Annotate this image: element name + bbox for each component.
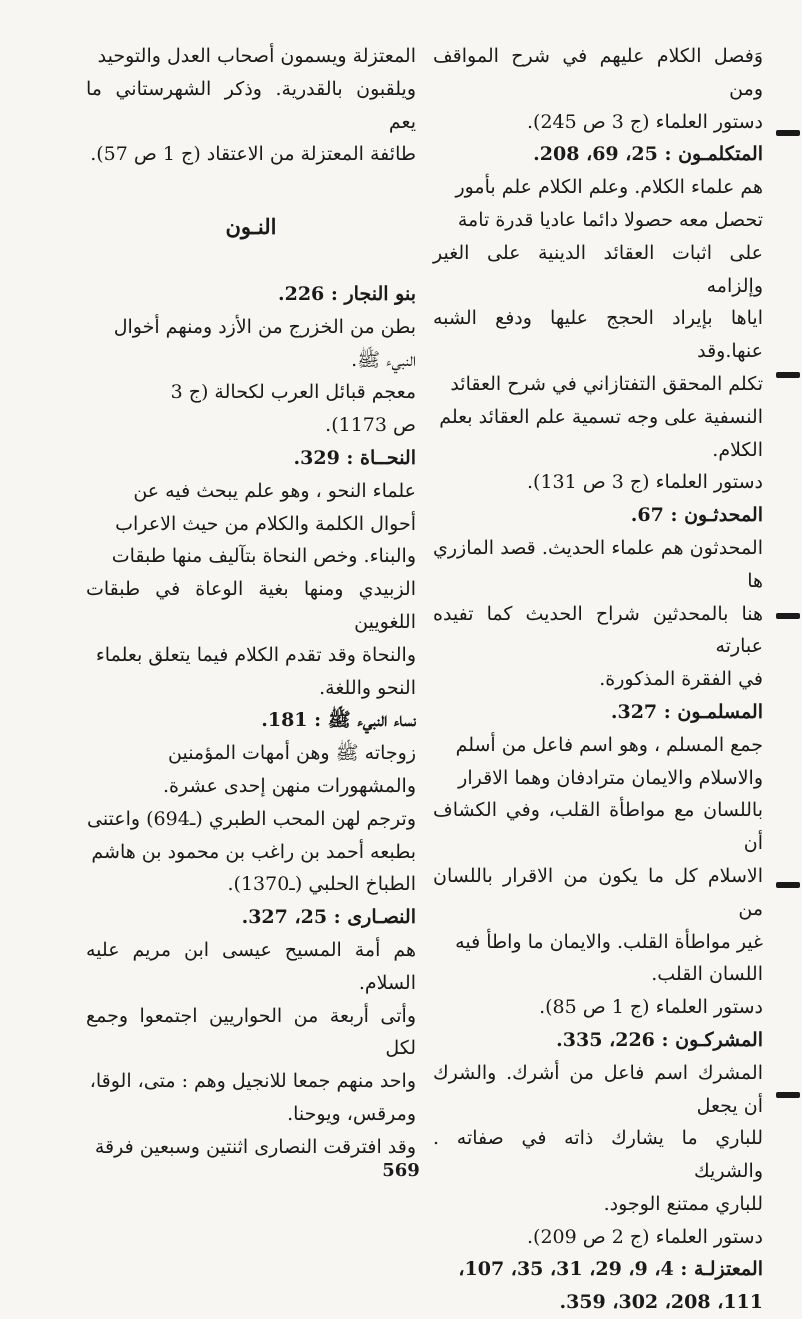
text-line: والمشهورات منهن إحدى عشرة. bbox=[163, 774, 416, 797]
entry-heading: المسلمـون : 327. bbox=[610, 700, 763, 723]
text-line: النبيء ﷺ. bbox=[351, 348, 416, 371]
entry-heading: نساء النبيء ﷺ : 181. bbox=[261, 709, 416, 732]
text-line: هم علماء الكلام. وعلم الكلام علم بأمور bbox=[455, 176, 763, 199]
section-heading: النـون bbox=[225, 214, 277, 240]
margin-mark bbox=[776, 882, 800, 888]
text-line: دستور العلماء (ج 1 ص 85). bbox=[539, 996, 763, 1019]
text-line: والاسلام والايمان مترادفان وهما الاقرار bbox=[458, 766, 763, 789]
text-line: جمع المسلم ، وهو اسم فاعل من أسلم bbox=[455, 733, 763, 756]
text-line: تكلم المحقق التفتازاني في شرح العقائد bbox=[450, 372, 763, 395]
text-line: دستور العلماء (ج 3 ص 245). bbox=[526, 110, 763, 133]
text-line: هنا بالمحدثين شراح الحديث كما تفيده عبارته bbox=[433, 602, 763, 658]
text-line: تحصل معه حصولا دائما عاديا قدرة تامة bbox=[457, 208, 763, 231]
text-line: وَفصل الكلام عليهم في شرح المواقف ومن bbox=[433, 45, 763, 100]
text-line: النحو واللغة. bbox=[319, 676, 416, 699]
entry-heading: 111، 208، 302، 359. bbox=[559, 1291, 763, 1314]
margin-mark bbox=[776, 613, 800, 619]
text-line: الكلام. bbox=[712, 438, 763, 461]
text-line: طائفة المعتزلة من الاعتقاد (ج 1 ص 57). bbox=[90, 143, 416, 166]
text-line: علماء النحو ، وهو علم يبحث فيه عن bbox=[133, 479, 416, 502]
text-line: الزبيدي ومنها بغية الوعاة في طبقات اللغويين bbox=[86, 578, 416, 633]
text-line: أحوال الكلمة والكلام من حيث الاعراب bbox=[115, 512, 416, 535]
entry-heading: المتكلمـون : 25، 69، 208. bbox=[533, 143, 763, 166]
entry-heading: المحدثـون : 67. bbox=[630, 504, 763, 527]
text-line: وترجم لهن المحب الطبري (ـ694) واعتنى bbox=[86, 807, 416, 830]
text-line: هم أمة المسيح عيسى ابن مريم عليه السلام. bbox=[86, 938, 416, 994]
margin-mark bbox=[776, 1092, 800, 1098]
text-line: على اثبات العقائد الدينية على الغير وإلزامه bbox=[433, 241, 763, 297]
text-line: غير مواطأة القلب. والايمان ما واطأ فيه bbox=[455, 930, 763, 953]
text-line: وقد افترقت النصارى اثنتين وسبعين فرقة bbox=[94, 1135, 416, 1158]
text-line: الطباخ الحلبي (ـ1370). bbox=[227, 873, 416, 896]
text-line: دستور العلماء (ج 2 ص 209). bbox=[526, 1225, 763, 1248]
entry-heading: بنو النجار : 226. bbox=[277, 282, 416, 305]
text-line: واحد منهم جمعا للانجيل وهم : متى، الوقا، bbox=[89, 1070, 416, 1093]
text-line: المشرك اسم فاعل من أشرك. والشرك أن يجعل bbox=[433, 1061, 763, 1117]
text-line: النسفية على وجه تسمية علم العقائد بعلم bbox=[439, 405, 763, 428]
text-line: وأتى أربعة من الحواريين اجتمعوا وجمع لكل bbox=[86, 1004, 416, 1060]
entry-heading: النصـارى : 25، 327. bbox=[241, 906, 416, 929]
text-line: ص 1173). bbox=[325, 414, 416, 437]
text-line: والنحاة وقد تقدم الكلام فيما يتعلق بعلماء bbox=[95, 643, 416, 666]
entry-heading: النحــاة : 329. bbox=[293, 446, 416, 469]
text-line: زوجاته ﷺ وهن أمهات المؤمنين bbox=[168, 742, 416, 765]
text-line: دستور العلماء (ج 3 ص 131). bbox=[526, 471, 763, 494]
text-line: معجم قبائل العرب لكحالة (ج 3 bbox=[170, 381, 416, 404]
text-line: ويلقبون بالقدرية. وذكر الشهرستاني ما يعم bbox=[86, 77, 416, 133]
right-column bbox=[433, 40, 763, 1319]
entry-heading: المعتزلـة : 4، 9، 29، 31، 35، 107، bbox=[458, 1258, 763, 1281]
text-line: المعتزلة ويسمون أصحاب العدل والتوحيد bbox=[97, 45, 416, 67]
margin-mark bbox=[776, 372, 800, 378]
text-line: اللسان القلب. bbox=[651, 963, 763, 986]
text-line: والبناء. وخص النحاة بتآليف منها طبقات bbox=[111, 545, 416, 568]
text-line: بطبعه أحمد بن راغب بن محمود بن هاشم bbox=[91, 840, 416, 863]
text-line: في الفقرة المذكورة. bbox=[599, 668, 763, 691]
text-line: الاسلام كل ما يكون من الاقرار باللسان من bbox=[433, 864, 763, 920]
text-line: للباري ممتنع الوجود. bbox=[603, 1192, 763, 1215]
text-line: اياها بإيراد الحجج عليها ودفع الشبه عنها.وقد bbox=[433, 307, 763, 363]
margin-mark bbox=[776, 130, 800, 136]
page-number: 569 bbox=[382, 1160, 420, 1181]
text-line: باللسان مع مواطأة القلب، وفي الكشاف أن bbox=[433, 799, 763, 855]
text-line: للباري ما يشارك ذاته في صفاته . والشريك bbox=[433, 1127, 763, 1183]
text-line: ومرقس، ويوحنا. bbox=[287, 1102, 416, 1125]
entry-heading: المشركـون : 226، 335. bbox=[556, 1028, 763, 1051]
left-column bbox=[86, 40, 416, 1164]
text-line: بطن من الخزرج من الأزد ومنهم أخوال bbox=[113, 315, 416, 338]
text-line: المحدثون هم علماء الحديث. قصد المازري ها bbox=[433, 536, 763, 592]
